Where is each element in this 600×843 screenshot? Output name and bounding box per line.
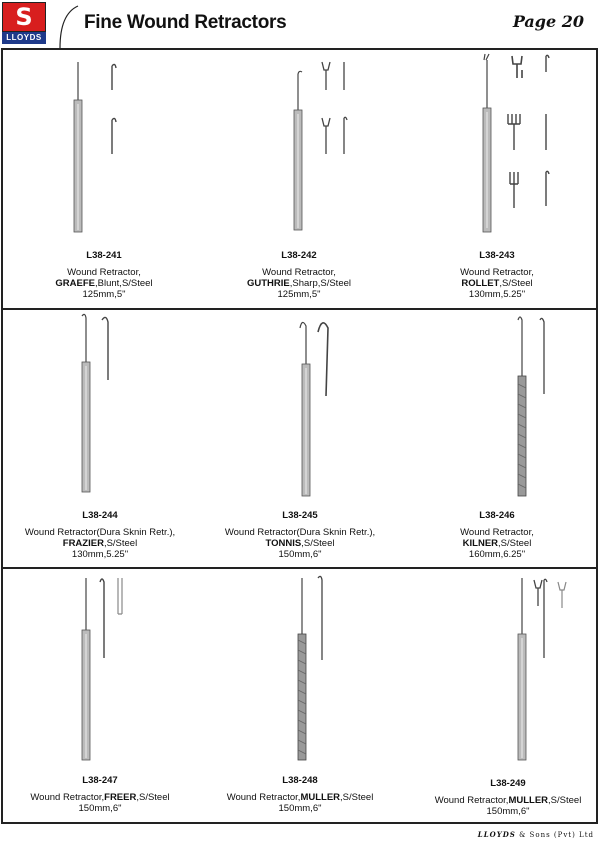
product-type: Wound Retractor(Dura Sknin Retr.),: [224, 527, 376, 538]
product-type: Wound Retractor,: [262, 267, 336, 278]
product-type: Wound Retractor,: [30, 792, 105, 803]
product-spec-line: [0, 792, 200, 803]
product-spec-line: [398, 278, 596, 289]
product-spec: ,S/Steel: [301, 538, 335, 549]
product-caption-L38-245: [200, 510, 400, 560]
product-name: FREER: [104, 792, 137, 803]
product-size: 150mm,6": [278, 803, 322, 814]
product-type: Wound Retractor,: [460, 527, 534, 538]
product-spec: ,Sharp,S/Steel: [289, 278, 351, 289]
instrument-image-graefe: [68, 60, 128, 235]
product-size: 125mm,5": [277, 289, 321, 300]
instrument-image-freer: [70, 574, 140, 764]
product-caption-L38-249: [418, 778, 598, 817]
product-code: L38-242: [281, 250, 317, 261]
product-spec: ,Blunt,S/Steel: [95, 278, 153, 289]
footer-rest: & Sons (Pvt) Ltd: [515, 831, 594, 839]
product-size: 160mm,6.25": [468, 549, 526, 560]
page-number: Page 20: [512, 12, 584, 31]
footer-company: [478, 830, 594, 839]
product-caption-L38-241: [5, 250, 203, 300]
product-caption-L38-242: [200, 250, 398, 300]
product-size: 150mm,6": [278, 549, 322, 560]
product-size: 130mm,5.25": [71, 549, 129, 560]
instrument-image-tonnis: [290, 314, 350, 499]
instrument-image-guthrie: [278, 60, 358, 235]
product-name: ROLLET: [461, 278, 500, 289]
product-code: L38-245: [282, 510, 318, 521]
product-name: GRAEFE: [55, 278, 96, 289]
header-curve-decoration: [48, 4, 88, 48]
product-spec-line: [0, 538, 200, 549]
product-caption-L38-244: [0, 510, 200, 560]
product-size: 150mm,6": [78, 803, 122, 814]
product-spec: ,S/Steel: [548, 795, 582, 806]
product-spec: ,S/Steel: [499, 278, 533, 289]
logo-letter: S: [15, 3, 33, 31]
product-type: Wound Retractor,: [226, 792, 301, 803]
product-caption-L38-243: [398, 250, 596, 300]
product-code: L38-241: [86, 250, 122, 261]
row-divider: [3, 308, 596, 310]
product-spec: ,S/Steel: [340, 792, 374, 803]
product-spec-line: [398, 538, 596, 549]
product-caption-L38-248: [200, 775, 400, 814]
product-name: FRAZIER: [62, 538, 104, 549]
product-caption-L38-246: [398, 510, 596, 560]
instrument-image-kilner: [508, 314, 558, 499]
product-code: L38-243: [479, 250, 515, 261]
product-code: L38-249: [490, 778, 526, 789]
instrument-image-frazier: [70, 312, 130, 497]
product-type: Wound Retractor,: [434, 795, 509, 806]
product-size: 150mm,6": [486, 806, 530, 817]
product-name: MULLER: [508, 795, 549, 806]
product-code: L38-244: [82, 510, 118, 521]
product-caption-L38-247: [0, 775, 200, 814]
product-size: 130mm,5.25": [468, 289, 526, 300]
product-code: L38-247: [82, 775, 118, 786]
product-spec: ,S/Steel: [103, 538, 138, 549]
lloyds-logo: [2, 2, 46, 44]
page-title: Fine Wound Retractors: [84, 12, 287, 33]
product-spec: ,S/Steel: [136, 792, 170, 803]
product-spec: ,S/Steel: [498, 538, 532, 549]
product-spec-line: [418, 795, 598, 806]
product-code: L38-248: [282, 775, 318, 786]
product-spec-line: [200, 792, 400, 803]
instrument-image-muller-248: [286, 574, 346, 764]
product-type: Wound Retractor,: [460, 267, 534, 278]
product-type: Wound Retractor,: [67, 267, 141, 278]
product-spec-line: [200, 538, 400, 549]
product-name: MULLER: [300, 792, 341, 803]
product-type: Wound Retractor(Dura Sknin Retr.),: [24, 527, 176, 538]
product-name: KILNER: [462, 538, 499, 549]
product-spec-line: [200, 278, 398, 289]
instrument-image-rollet: [470, 52, 560, 237]
product-code: L38-246: [479, 510, 515, 521]
product-name: TONNIS: [265, 538, 302, 549]
product-spec-line: [5, 278, 203, 289]
product-name: GUTHRIE: [246, 278, 290, 289]
row-divider: [3, 567, 596, 569]
instrument-image-muller-249: [506, 574, 586, 764]
product-size: 125mm,5": [82, 289, 126, 300]
footer-brand: LLOYDS: [477, 830, 516, 839]
logo-wordmark: LLOYDS: [2, 32, 46, 44]
